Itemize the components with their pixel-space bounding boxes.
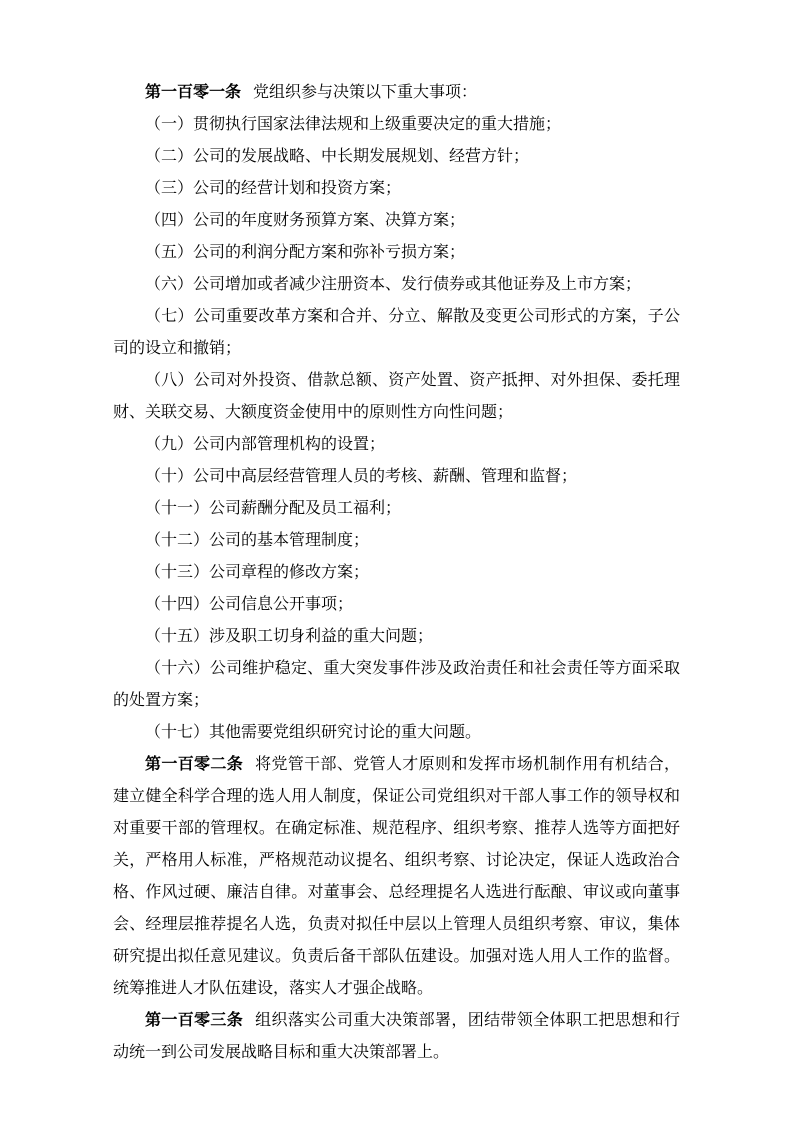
list-item: （十五）涉及职工切身利益的重大问题； bbox=[145, 628, 434, 645]
list-item: （十四）公司信息公开事项； bbox=[145, 596, 354, 613]
article-101-intro: 党组织参与决策以下重大事项： bbox=[253, 84, 478, 101]
list-item: （十）公司中高层经营管理人员的考核、薪酬、管理和监督； bbox=[145, 468, 578, 485]
list-item: （九）公司内部管理机构的设置； bbox=[145, 436, 386, 453]
article-103-number: 第一百零三条 bbox=[145, 1012, 244, 1029]
list-item: （十一）公司薪酬分配及员工福利； bbox=[145, 500, 402, 517]
article-101-number: 第一百零一条 bbox=[145, 84, 242, 101]
article-102-body: 将党管干部、党管人才原则和发挥市场机制作用有机结合，建立健全科学合理的选人用人制度，保证公司党组织对干部人事工作的领导权和对重要干部的管理权。在确定标准、规范程序、组织考察、推荐人选等方面把好关，严格用人标准，严格规范动议提名、组织考察、讨论决定，保证人选政治合格、作风过硬、廉洁自律。对董事会、总经理提名人选进行酝酿、审议或向董事会、经理层推荐提名人选，负责对拟任中层以上管理人员组织考察、审议，集体研究提出拟任意见建议。负责后备干部队伍建设。加强对选人用人工作的监督。统筹推进人才队伍建设，落实人才强企战略。 bbox=[113, 756, 680, 997]
article-102-number: 第一百零二条 bbox=[145, 756, 244, 773]
list-item: （六）公司增加或者减少注册资本、发行债券或其他证券及上市方案； bbox=[145, 276, 642, 293]
list-item: （十六）公司维护稳定、重大突发事件涉及政治责任和社会责任等方面采取的处置方案； bbox=[113, 660, 680, 709]
list-item: （五）公司的利润分配方案和弥补亏损方案； bbox=[145, 244, 466, 261]
article-103-paragraph bbox=[113, 1005, 680, 1069]
list-item: （十二）公司的基本管理制度； bbox=[145, 532, 370, 549]
list-item: （四）公司的年度财务预算方案、决算方案； bbox=[145, 212, 466, 229]
list-item: （八）公司对外投资、借款总额、资产处置、资产抵押、对外担保、委托理财、关联交易、大额度资金使用中的原则性方向性问题； bbox=[113, 372, 680, 421]
article-102-paragraph bbox=[113, 749, 680, 1005]
article-101-heading-paragraph bbox=[113, 77, 680, 109]
list-item: （十七）其他需要党组织研究讨论的重大问题。 bbox=[145, 724, 482, 741]
list-item: （二）公司的发展战略、中长期发展规划、经营方针； bbox=[145, 148, 530, 165]
list-item: （七）公司重要改革方案和合并、分立、解散及变更公司形式的方案，子公司的设立和撤销； bbox=[113, 308, 680, 357]
list-item: （三）公司的经营计划和投资方案； bbox=[145, 180, 402, 197]
article-103-body: 组织落实公司重大决策部署，团结带领全体职工把思想和行动统一到公司发展战略目标和重大决策部署上。 bbox=[113, 1012, 680, 1061]
list-item: （十三）公司章程的修改方案； bbox=[145, 564, 370, 581]
list-item: （一）贯彻执行国家法律法规和上级重要决定的重大措施； bbox=[145, 116, 562, 133]
